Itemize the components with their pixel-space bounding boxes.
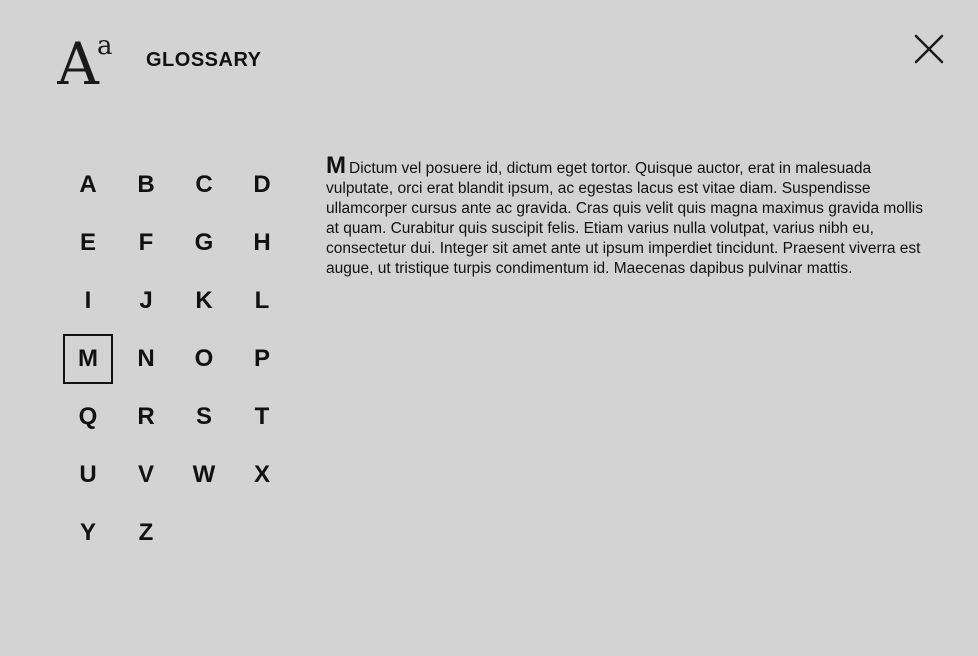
letter-label: L	[254, 287, 270, 314]
letter-label: K	[195, 287, 213, 314]
letter-button-s[interactable]	[175, 388, 233, 446]
letter-label: P	[253, 345, 270, 372]
letter-button-t[interactable]	[233, 388, 291, 446]
letter-button-e[interactable]	[59, 214, 117, 272]
close-button[interactable]	[910, 30, 948, 68]
letter-button-p[interactable]	[233, 330, 291, 388]
letter-button-g[interactable]	[175, 214, 233, 272]
letter-label: G	[194, 229, 214, 256]
definition-panel	[326, 152, 926, 279]
close-icon[interactable]	[910, 30, 948, 68]
letter-label: O	[194, 345, 214, 372]
letter-label: C	[195, 171, 213, 198]
definition-letter: M	[326, 152, 346, 179]
letter-label: Z	[138, 519, 154, 546]
letter-label: Y	[79, 519, 96, 546]
letter-label: H	[253, 229, 271, 256]
letter-label: E	[79, 229, 96, 256]
letter-label: S	[195, 403, 212, 430]
letter-label: B	[137, 171, 155, 198]
letter-button-r[interactable]	[117, 388, 175, 446]
letter-button-x[interactable]	[233, 446, 291, 504]
letter-button-c[interactable]	[175, 156, 233, 214]
letter-label: M	[63, 334, 113, 384]
letter-label: J	[139, 287, 153, 314]
page-title: GLOSSARY	[146, 49, 262, 71]
letter-button-h[interactable]	[233, 214, 291, 272]
letter-button-b[interactable]	[117, 156, 175, 214]
letter-button-a[interactable]	[59, 156, 117, 214]
letter-button-n[interactable]	[117, 330, 175, 388]
letter-button-y[interactable]	[59, 504, 117, 562]
letter-label: T	[254, 403, 270, 430]
letter-button-m[interactable]	[59, 330, 117, 388]
letter-label: X	[253, 461, 270, 488]
letter-label: V	[137, 461, 154, 488]
letter-grid	[59, 156, 291, 562]
svg-text:a: a	[97, 31, 113, 61]
letter-button-w[interactable]	[175, 446, 233, 504]
letter-button-k[interactable]	[175, 272, 233, 330]
letter-label: U	[79, 461, 97, 488]
letter-label: I	[84, 287, 92, 314]
letter-label: A	[79, 171, 97, 198]
letter-label: W	[192, 461, 216, 488]
letter-button-d[interactable]	[233, 156, 291, 214]
letter-button-q[interactable]	[59, 388, 117, 446]
letter-button-i[interactable]	[59, 272, 117, 330]
letter-label: R	[137, 403, 155, 430]
font-size-icon	[57, 28, 121, 90]
letter-button-z[interactable]	[117, 504, 175, 562]
letter-button-l[interactable]	[233, 272, 291, 330]
letter-button-o[interactable]	[175, 330, 233, 388]
letter-label: N	[137, 345, 155, 372]
svg-text:A: A	[57, 30, 99, 90]
letter-button-v[interactable]	[117, 446, 175, 504]
letter-label: D	[253, 171, 271, 198]
letter-button-u[interactable]	[59, 446, 117, 504]
letter-label: Q	[78, 403, 98, 430]
letter-button-j[interactable]	[117, 272, 175, 330]
letter-label: F	[138, 229, 154, 256]
definition-text: Dictum vel posuere id, dictum eget tortor. Quisque auctor, erat in malesuada vulputate, orci erat blandit ipsum, ac egestas lacus est vitae diam. Suspendisse ullamcorper cursus ante ac gravida. Cras quis velit quis magna maximus gravida mollis at quam. Curabitur quis suscipit felis. Etiam varius nulla volutpat, varius nibh eu, consectetur dui. Integer sit amet ante ut ipsum imperdiet tincidunt. Praesent viverra est augue, ut tristique turpis condimentum id. Maecenas dapibus pulvinar mattis.	[326, 160, 923, 277]
letter-button-f[interactable]	[117, 214, 175, 272]
